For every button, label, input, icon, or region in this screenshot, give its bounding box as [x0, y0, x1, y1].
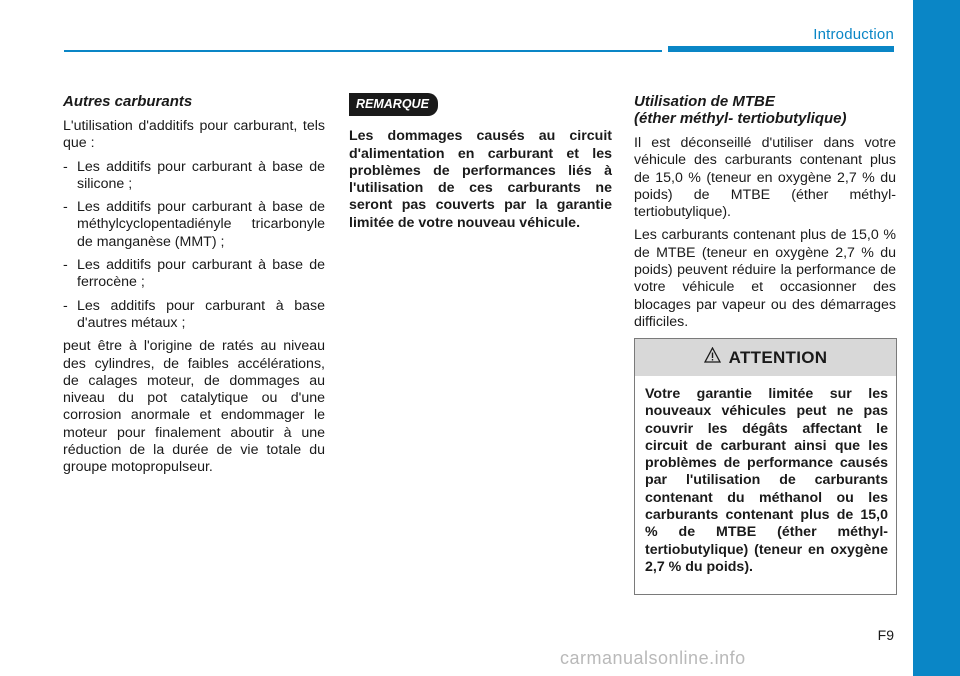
heading-mtbe: Utilisation de MTBE (éther méthyl- tertiobutylique) — [634, 93, 847, 127]
note-text: Les dommages causés au circuit d'alimentation en carburant et les problèmes de performances liés à l'utilisation de ces carburants ne seront pas couverts par la garantie limitée de votre nouveau véhicule. — [349, 128, 612, 231]
column-mtbe — [634, 93, 896, 337]
page-number: F9 — [877, 627, 894, 643]
list-item: - Les additifs pour carburant à base de ferrocène ; — [63, 257, 325, 291]
mtbe-paragraph-2: Les carburants contenant plus de 15,0 % de MTBE (teneur en oxygène 2,7 % du poids) peuvent réduire la performance de votre véhicule et occasionner des blocages par vapeur ou des démarrages difficiles. — [634, 227, 896, 330]
column-note — [349, 93, 612, 238]
heading-other-fuels: Autres carburants — [63, 93, 193, 110]
list-item: - Les additifs pour carburant à base de silicone ; — [63, 158, 325, 192]
header-rule-accent — [668, 46, 894, 52]
watermark: carmanualsonline.info — [560, 648, 746, 668]
outro-paragraph: peut être à l'origine de ratés au niveau des cylindres, de faibles accélérations, de calages moteur, de dommages au niveau du pot catalytique ou d'une corrosion anormale et endommager le moteur pour finalement aboutir à une réduction de la durée de vie totale du groupe motopropulseur. — [63, 338, 325, 476]
mtbe-paragraph-1: Il est déconseillé d'utiliser dans votre véhicule des carburants contenant plus de 15,0 % (teneur en oxygène 2,7 % du poids) de MTBE (éther méthyl- tertiobutylique). — [634, 135, 896, 221]
additives-list — [63, 159, 325, 333]
column-other-fuels — [63, 93, 325, 483]
section-title: Introduction — [813, 26, 894, 43]
intro-paragraph: L'utilisation d'additifs pour carburant, tels que : — [63, 118, 325, 152]
side-color-band — [913, 0, 960, 676]
warning-triangle-icon — [704, 347, 721, 368]
list-item: - Les additifs pour carburant à base d'autres métaux ; — [63, 297, 325, 331]
warning-text: Votre garantie limitée sur les nouveaux véhicules peut ne pas couvrir les dégâts affectant le circuit de carburant ainsi que les problèmes de performance causés par l'utilisation de carburants contenant du méthanol ou les carburants contenant plus de 15,0 % de MTBE (éther méthyl- tertiobutylique) (teneur en oxygène 2,7 % du poids). — [645, 386, 888, 575]
warning-header — [635, 339, 896, 376]
warning-box — [634, 338, 897, 595]
warning-title: ATTENTION — [728, 347, 828, 367]
list-item: - Les additifs pour carburant à base de méthylcyclopentadiényle tricarbonyle de manganèse (MMT) ; — [63, 199, 325, 250]
note-tag: REMARQUE — [349, 93, 438, 116]
header-rule — [64, 50, 662, 52]
